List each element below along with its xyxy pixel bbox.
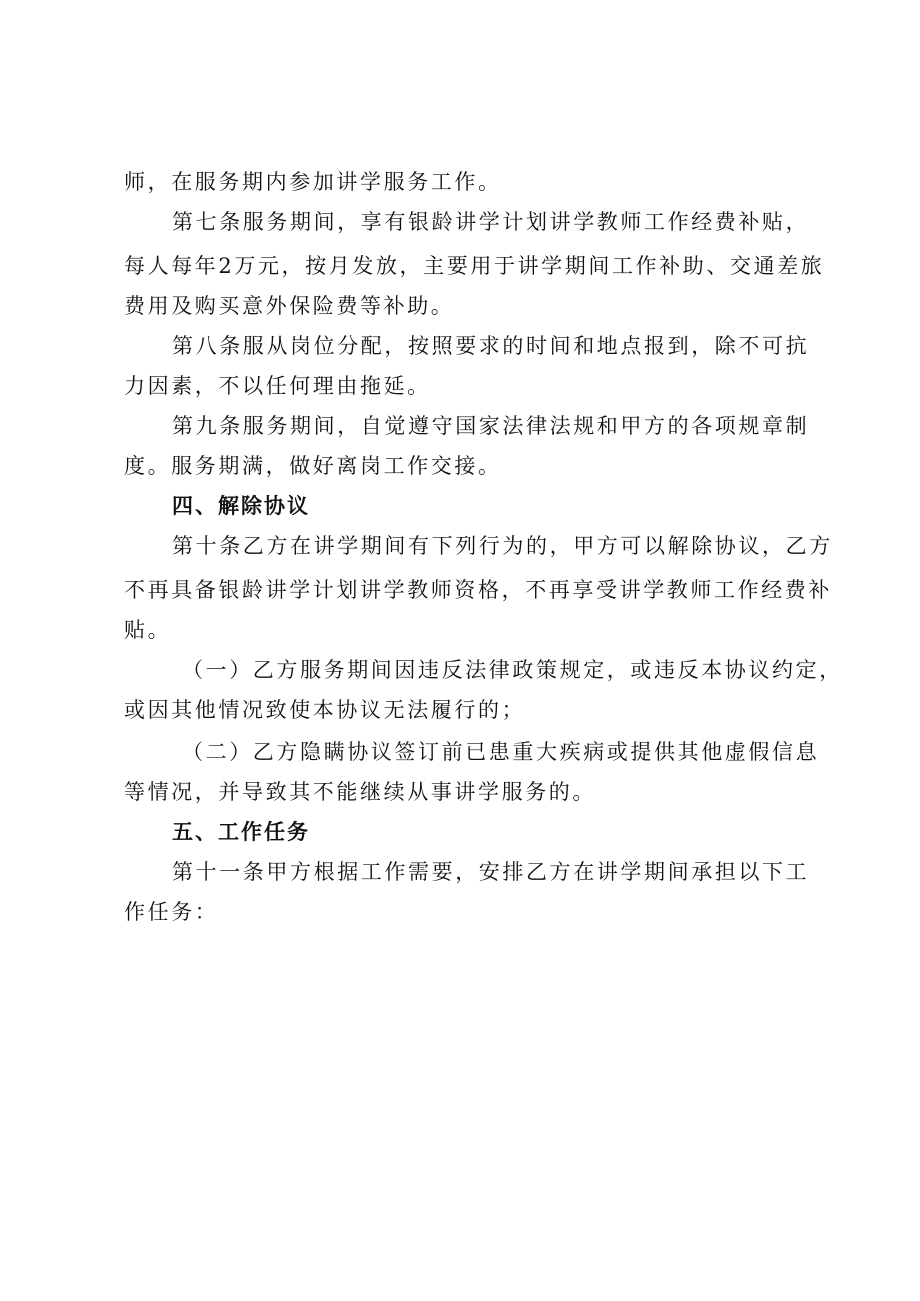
text-line: 第七条服务期间，享有银龄讲学计划讲学教师工作经费补贴， — [172, 210, 810, 234]
text-line: （二）乙方隐瞒协议签订前已患重大疾病或提供其他虚假信息 — [182, 740, 820, 764]
text-line: 每人每年2万元，按月发放，主要用于讲学期间工作补助、交通差旅 — [124, 254, 825, 278]
text-line: 费用及购买意外保险费等补助。 — [124, 294, 455, 318]
text-line: 第十条乙方在讲学期间有下列行为的，甲方可以解除协议，乙方 — [172, 534, 833, 558]
text-line: 第十一条甲方根据工作需要，安排乙方在讲学期间承担以下工 — [172, 860, 810, 884]
section-heading: 五、工作任务 — [172, 820, 310, 844]
text-line: 第九条服务期间，自觉遵守国家法律法规和甲方的各项规章制 — [172, 414, 810, 438]
text-line: 贴。 — [124, 618, 172, 642]
text-line: 作任务： — [124, 900, 219, 924]
text-line: 第八条服从岗位分配，按照要求的时间和地点报到，除不可抗 — [172, 334, 810, 358]
text-line: 或因其他情况致使本协议无法履行的； — [124, 698, 526, 722]
text-line: 师，在服务期内参加讲学服务工作。 — [124, 170, 502, 194]
text-line: 力因素，不以任何理由拖延。 — [124, 374, 431, 398]
text-line: 等情况，并导致其不能继续从事讲学服务的。 — [124, 780, 596, 804]
section-heading: 四、解除协议 — [172, 494, 310, 518]
text-line: 度。服务期满，做好离岗工作交接。 — [124, 454, 502, 478]
text-line: （一）乙方服务期间因违反法律政策规定，或违反本协议约定， — [182, 658, 843, 682]
text-line: 不再具备银龄讲学计划讲学教师资格，不再享受讲学教师工作经费补 — [124, 578, 832, 602]
